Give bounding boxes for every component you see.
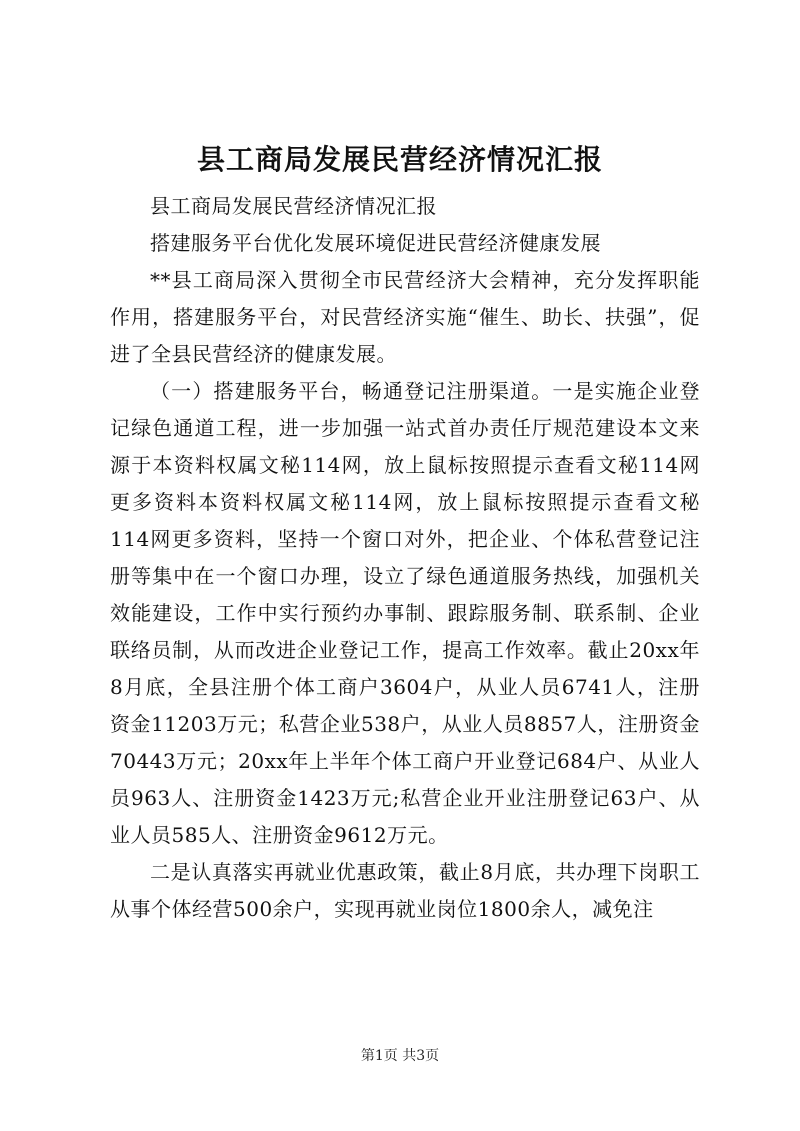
- paragraph-section-2: 二是认真落实再就业优惠政策，截止8月底，共办理下岗职工从事个体经营500余户，实现再就业岗位1800余人，减免注: [110, 860, 700, 921]
- document-body: [110, 188, 700, 928]
- paragraph-subtitle-2: 搭建服务平台优化发展环境促进民营经济健康发展: [150, 231, 601, 255]
- page-number-footer: 第1页 共3页: [360, 1048, 440, 1064]
- document-title: 县工商局发展民营经济情况汇报: [196, 143, 603, 176]
- paragraph-intro: **县工商局深入贯彻全市民营经济大会精神，充分发挥职能作用，搭建服务平台，对民营经济实施“催生、助长、扶强”，促进了全县民营经济的健康发展。: [110, 268, 700, 366]
- paragraph-subtitle-1: 县工商局发展民营经济情况汇报: [150, 194, 437, 218]
- paragraph-section-1: （一）搭建服务平台，畅通登记注册渠道。一是实施企业登记绿色通道工程，进一步加强一站式首办责任厅规范建设本文来源于本资料权属文秘114网，放上鼠标按照提示查看文秘114网更多资料本资料权属文秘114网，放上鼠标按照提示查看文秘114网更多资料，坚持一个窗口对外，把企业、个体私营登记注册等集中在一个窗口办理，设立了绿色通道服务热线，加强机关效能建设，工作中实行预约办事制、跟踪服务制、联系制、企业联络员制，从而改进企业登记工作，提高工作效率。截止20xx年8月底，全县注册个体工商户3604户，从业人员6741人，注册资金11203万元；私营企业538户，从业人员8857人，注册资金70443万元；20xx年上半年个体工商户开业登记684户、从业人员963人、注册资金1423万元;私营企业开业注册登记63户、从业人员585人、注册资金9612万元。: [110, 379, 700, 847]
